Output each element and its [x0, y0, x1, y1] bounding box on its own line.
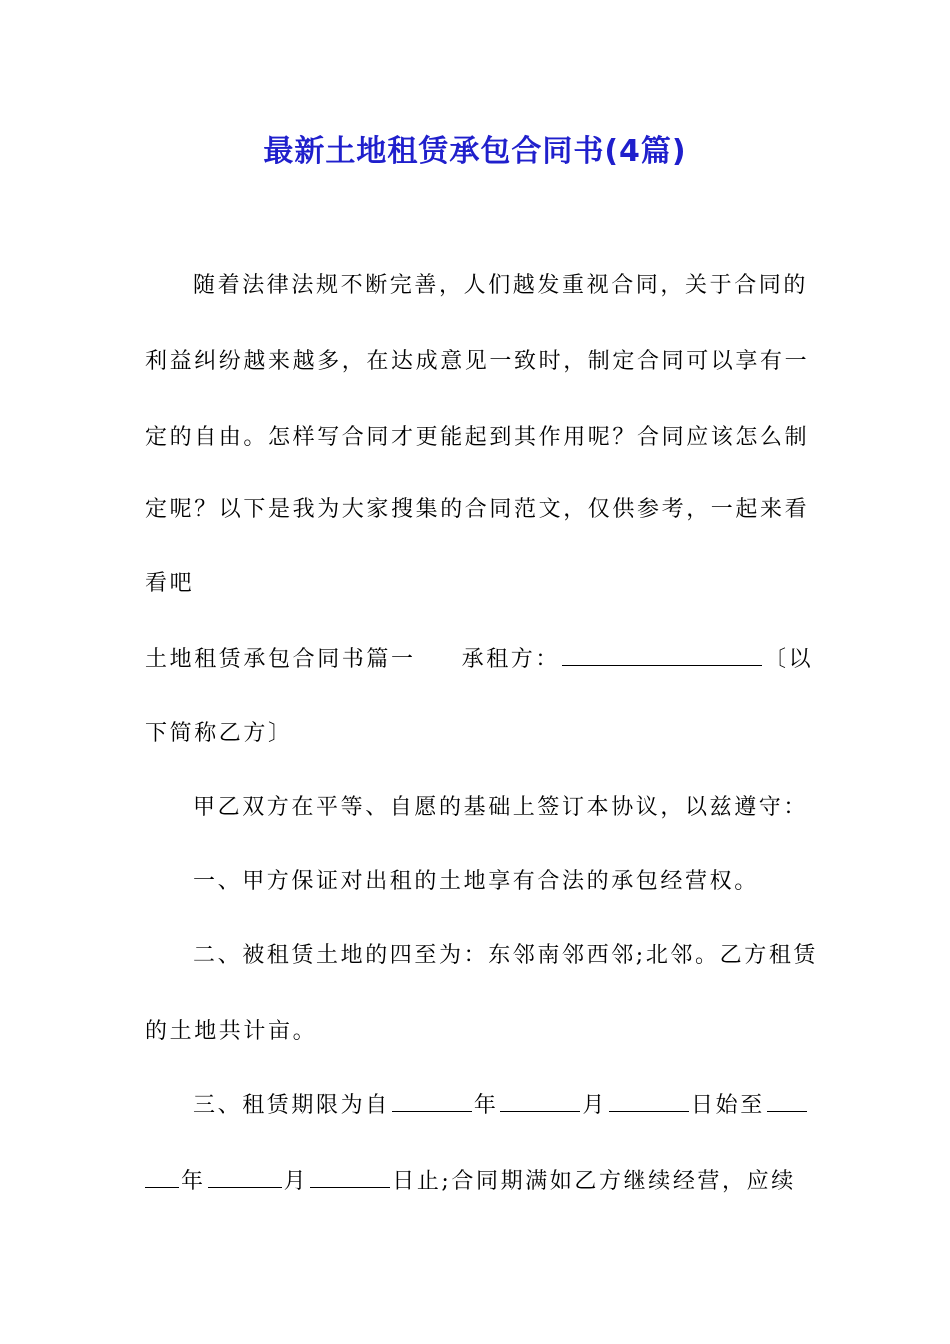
lessee-blank [562, 643, 762, 666]
intro-line-4: 定呢？以下是我为大家搜集的合同范文，仅供参考，一起来看 [145, 497, 810, 522]
start-month-blank [500, 1089, 580, 1112]
end-year-blank-part1 [767, 1089, 807, 1112]
start-day-blank [609, 1089, 689, 1112]
document-title: 最新土地租赁承包合同书(4篇) [263, 134, 687, 169]
month-label-2: 月 [283, 1169, 309, 1194]
start-year-blank [392, 1089, 472, 1112]
clause-2-line-2: 的土地共计亩。 [145, 1019, 318, 1044]
agreement-line: 甲乙双方在平等、自愿的基础上签订本协议，以兹遵守： [193, 795, 809, 820]
section-heading-line [145, 640, 814, 680]
day-end-label: 日止;合同期满如乙方继续经营，应续 [392, 1169, 796, 1194]
end-month-blank [208, 1165, 282, 1188]
clause-2-line-1: 二、被租赁土地的四至为：东邻南邻西邻;北邻。乙方租赁 [193, 943, 819, 968]
clause-3-line-1 [193, 1086, 805, 1126]
intro-line-1: 随着法律法规不断完善，人们越发重视合同，关于合同的 [193, 273, 809, 298]
clause-1: 一、甲方保证对出租的土地享有合法的承包经营权。 [193, 869, 759, 894]
intro-line-3: 定的自由。怎样写合同才更能起到其作用呢？合同应该怎么制 [145, 425, 810, 450]
end-day-blank [310, 1165, 390, 1188]
clause-3-line-2 [145, 1162, 805, 1202]
lessee-line-2: 下简称乙方〕 [145, 721, 293, 746]
intro-line-2: 利益纠纷越来越多，在达成意见一致时，制定合同可以享有一 [145, 349, 810, 374]
year-label: 年 [473, 1093, 499, 1118]
end-year-blank-part2 [145, 1165, 179, 1188]
day-start-label: 日始至 [691, 1093, 765, 1118]
month-label: 月 [582, 1093, 608, 1118]
clause-3-prefix: 三、租赁期限为自 [193, 1093, 390, 1118]
lessee-label: 承租方： [461, 647, 561, 672]
intro-line-5: 看吧 [145, 571, 195, 596]
lessee-suffix: 〔以 [764, 647, 814, 672]
section-heading: 土地租赁承包合同书篇一 [145, 647, 416, 672]
year-label-2: 年 [181, 1169, 206, 1194]
